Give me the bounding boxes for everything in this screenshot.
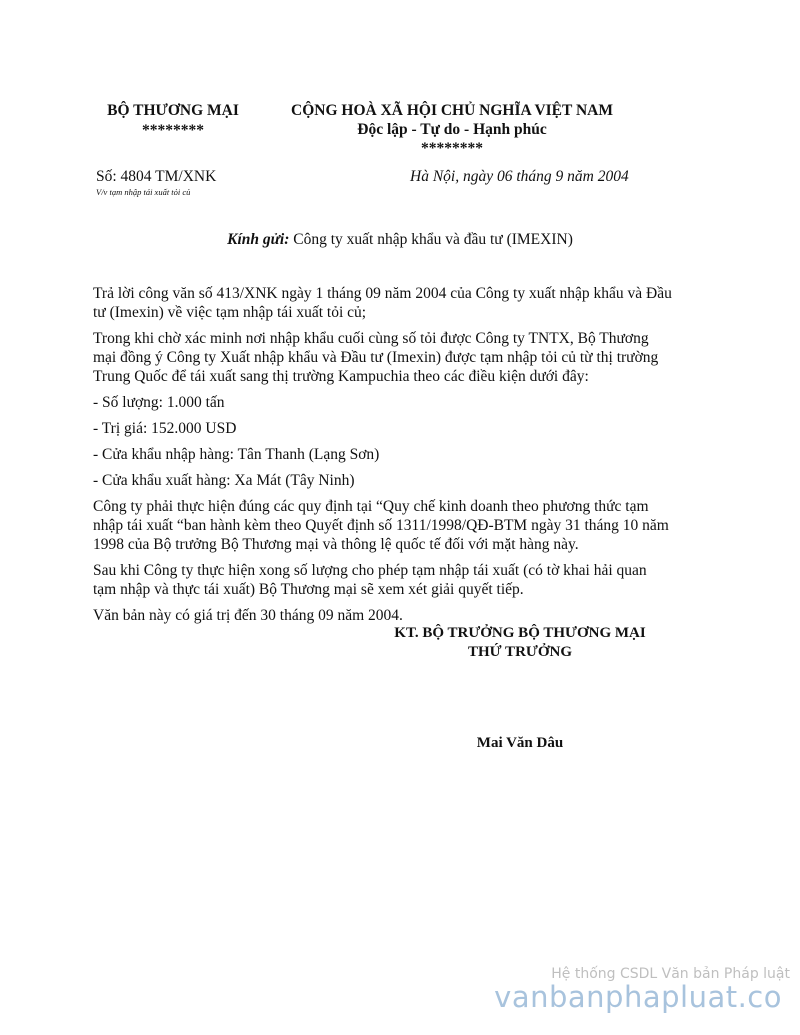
paragraph: Công ty phải thực hiện đúng các quy định tại “Quy chế kinh doanh theo phương thức tạm nhập tái xuất “ban hành kèm theo Quyết định số 1311/1998/QĐ-BTM ngày 31 tháng 10 năm 1998 của Bộ trưởng Bộ Thương mại và thông lệ quốc tế đối với mặt hàng này.: [93, 498, 669, 553]
signature-authority: KT. BỘ TRƯỞNG BỘ THƯƠNG MẠI: [394, 625, 646, 641]
signature-title: THỨ TRƯỞNG: [467, 644, 573, 660]
paragraph: Văn bản này có giá trị đến 30 tháng 09 năm 2004.: [93, 607, 403, 624]
list-item: - Cửa khẩu nhập hàng: Tân Thanh (Lạng Sơn): [93, 446, 380, 463]
motto-stars: ********: [421, 140, 483, 157]
recipient-line: [0, 231, 800, 249]
paragraph: Trả lời công văn số 413/XNK ngày 1 tháng 09 năm 2004 của Công ty xuất nhập khẩu và Đầu tư (Imexin) về việc tạm nhập tái xuất tỏi củ;: [93, 285, 672, 321]
document-number: Số: 4804 TM/XNK: [96, 168, 217, 185]
watermark-caption: Hệ thống CSDL Văn bản Pháp luật: [551, 966, 790, 982]
agency-name: BỘ THƯƠNG MẠI: [107, 102, 239, 119]
document-body: [93, 284, 673, 632]
paragraph: Sau khi Công ty thực hiện xong số lượng cho phép tạm nhập tái xuất (có tờ khai hải quan tạm nhập và thực tái xuất) Bộ Thương mại sẽ xem xét giải quyết tiếp.: [93, 562, 647, 598]
list-item: - Cửa khẩu xuất hàng: Xa Mát (Tây Ninh): [93, 472, 355, 489]
motto: Độc lập - Tự do - Hạnh phúc: [357, 121, 547, 138]
nation-name: CỘNG HOÀ XÃ HỘI CHỦ NGHĨA VIỆT NAM: [291, 102, 613, 119]
paragraph: Trong khi chờ xác minh nơi nhập khẩu cuối cùng số tỏi được Công ty TNTX, Bộ Thương mại đồng ý Công ty Xuất nhập khẩu và Đầu tư (Imexin) được tạm nhập tỏi củ từ thị trường Trung Quốc để tái xuất sang thị trường Kampuchia theo các điều kiện dưới đây:: [93, 330, 659, 385]
recipient-name: Công ty xuất nhập khẩu và đầu tư (IMEXIN): [289, 231, 573, 248]
signer-name: Mai Văn Dâu: [476, 735, 564, 751]
document-subject: V/v tạm nhập tái xuất tỏi củ: [96, 187, 191, 197]
watermark-site: vanbanphapluat.co: [494, 980, 782, 1014]
list-item: - Trị giá: 152.000 USD: [93, 420, 237, 437]
document-date: Hà Nội, ngày 06 tháng 9 năm 2004: [410, 168, 629, 185]
list-item: - Số lượng: 1.000 tấn: [93, 394, 225, 411]
recipient-label: Kính gửi:: [227, 231, 290, 248]
issuing-agency: [92, 101, 254, 141]
agency-stars: ********: [142, 122, 204, 139]
national-title: [262, 101, 642, 158]
signature-block: [330, 624, 710, 662]
